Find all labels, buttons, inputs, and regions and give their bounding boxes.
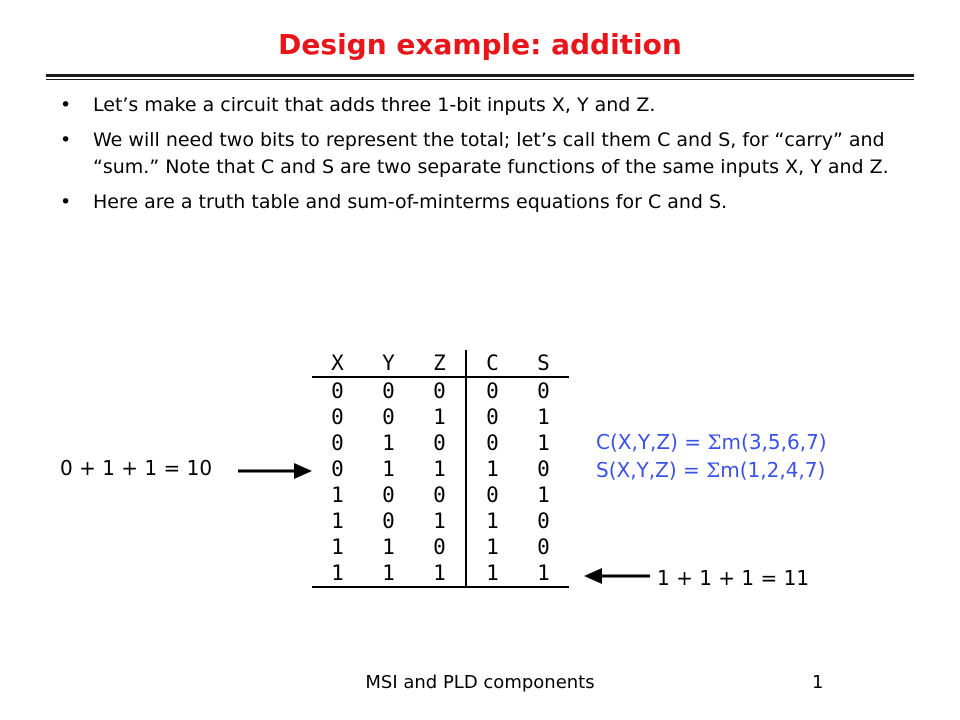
- bullet-text: Here are a truth table and sum-of-minterms equations for C and S.: [93, 191, 728, 213]
- table-cell: 1: [537, 431, 550, 455]
- truth-table-header-row: [312, 350, 569, 377]
- arrow-left-icon: [582, 564, 652, 588]
- table-row: [312, 377, 569, 404]
- table-cell: 1: [382, 457, 395, 481]
- sum-equation-lhs: S(X,Y,Z) =: [596, 458, 707, 482]
- table-cell: 1: [518, 560, 569, 587]
- page-number: 1: [812, 672, 824, 693]
- sigma-symbol: Σ: [706, 458, 721, 482]
- table-cell: 0: [331, 457, 344, 481]
- table-row: [312, 482, 569, 508]
- table-cell: 1: [466, 560, 518, 587]
- header-c: C: [466, 350, 518, 377]
- bullet-item: [60, 127, 910, 181]
- sum-equation-minterms: m(1,2,4,7): [720, 458, 826, 482]
- table-cell: 0: [537, 379, 550, 403]
- table-cell: 1: [414, 560, 466, 587]
- table-cell: 1: [537, 483, 550, 507]
- table-cell: 0: [433, 483, 446, 507]
- table-cell: 0: [537, 457, 550, 481]
- table-cell: 0: [382, 483, 395, 507]
- table-cell: 0: [433, 431, 446, 455]
- table-cell: 1: [382, 535, 395, 559]
- bullet-list: [60, 92, 910, 224]
- table-cell: 1: [433, 405, 446, 429]
- sigma-symbol: Σ: [707, 430, 722, 454]
- bullet-text: We will need two bits to represent the total; let’s call them C and S, for “carry” and “sum.” Note that C and S are two separate functions of the same inputs X, Y and Z.: [93, 129, 889, 178]
- bullet-icon: •: [60, 94, 72, 116]
- header-z: Z: [414, 350, 466, 377]
- table-cell: 0: [331, 405, 344, 429]
- arrow-right-icon: [236, 459, 316, 483]
- title-rule-thin: [46, 79, 914, 80]
- table-cell: 1: [363, 560, 414, 587]
- example-sum-1-1-1: 1 + 1 + 1 = 11: [657, 566, 810, 590]
- table-cell: 1: [331, 509, 344, 533]
- table-cell: 1: [433, 509, 446, 533]
- table-cell: 1: [466, 456, 518, 482]
- table-row: [312, 430, 569, 456]
- table-row: [312, 560, 569, 587]
- table-cell: 0: [466, 430, 518, 456]
- bullet-icon: •: [60, 191, 72, 213]
- table-row: [312, 456, 569, 482]
- table-row: [312, 404, 569, 430]
- minterm-equations: [596, 428, 827, 484]
- table-cell: 1: [312, 560, 363, 587]
- table-cell: 0: [331, 379, 344, 403]
- table-cell: 1: [331, 483, 344, 507]
- header-s: S: [518, 350, 569, 377]
- carry-equation-minterms: m(3,5,6,7): [721, 430, 827, 454]
- table-cell: 1: [331, 535, 344, 559]
- sum-equation: [596, 456, 827, 484]
- table-cell: 0: [537, 509, 550, 533]
- table-cell: 1: [466, 508, 518, 534]
- bullet-icon: •: [60, 129, 72, 151]
- table-cell: 0: [382, 379, 395, 403]
- table-cell: 0: [466, 482, 518, 508]
- table-cell: 1: [433, 457, 446, 481]
- header-y: Y: [363, 350, 414, 377]
- table-cell: 0: [331, 431, 344, 455]
- truth-table: [312, 350, 569, 588]
- table-cell: 0: [433, 379, 446, 403]
- table-cell: 0: [382, 509, 395, 533]
- table-cell: 0: [466, 404, 518, 430]
- table-cell: 1: [382, 431, 395, 455]
- table-row: [312, 508, 569, 534]
- bullet-text: Let’s make a circuit that adds three 1-bit inputs X, Y and Z.: [93, 94, 656, 116]
- table-cell: 1: [466, 534, 518, 560]
- carry-equation: [596, 428, 827, 456]
- header-x: X: [312, 350, 363, 377]
- table-cell: 0: [466, 377, 518, 404]
- table-cell: 0: [382, 405, 395, 429]
- bullet-item: [60, 189, 910, 216]
- bullet-item: [60, 92, 910, 119]
- table-row: [312, 534, 569, 560]
- footer-course-title: MSI and PLD components: [365, 672, 595, 693]
- table-cell: 0: [537, 535, 550, 559]
- title-rule-thick: [46, 74, 914, 77]
- slide-title: Design example: addition: [278, 28, 682, 61]
- example-sum-0-1-1: 0 + 1 + 1 = 10: [60, 456, 213, 480]
- table-cell: 0: [433, 535, 446, 559]
- table-cell: 1: [537, 405, 550, 429]
- carry-equation-lhs: C(X,Y,Z) =: [596, 430, 708, 454]
